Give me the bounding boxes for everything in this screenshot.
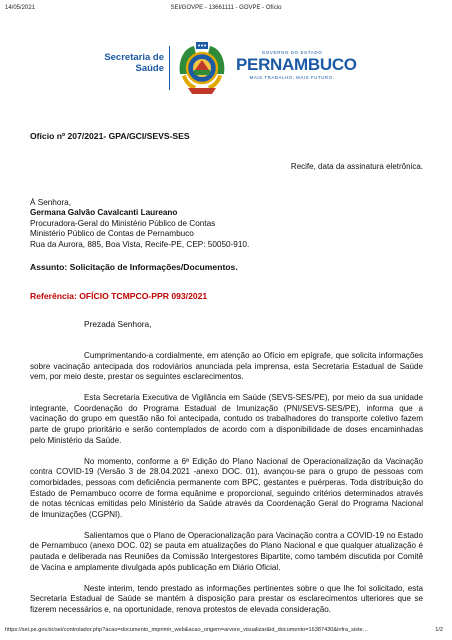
- state-name: PERNAMBUCO: [236, 55, 357, 74]
- print-title: SEI/GOVPE - 13661111 - GOVPE - Ofício: [170, 5, 282, 11]
- subject-line: Assunto: Solicitação de Informações/Documentos.: [30, 262, 238, 272]
- print-footer: [5, 627, 447, 635]
- body-paragraph: No momento, conforme a 6ª Edição do Plano Nacional de Operacionalização da Vacinação contra COVID-19 (Versão 3 de 28.04.2021 -anexo DOC. 01), avançou-se para o grupo de pessoas com comorbidades, pessoas com deficiência permanente com BPC, gestantes e puérperas. Toda distribuição do Estado de Pernambuco ocorre de forma equânime e proporcional, seguindo critérios determinados através de notas técnicas emitidas pelo Ministério da Saúde através da Coordenação Geral do Programa Nacional de Imunizações (CGPNI).: [30, 456, 423, 519]
- secretaria-logo-text: [94, 52, 164, 74]
- letter-body: [30, 351, 423, 626]
- print-url[interactable]: https://sei.pe.gov.br/sei/controlador.php?acao=documento_imprimir_web&acao_origem=arvore_visualizar&id_documento=16387430&infra_siste…: [5, 627, 369, 633]
- greeting: Prezada Senhora,: [84, 319, 152, 329]
- secretaria-line-2: Saúde: [135, 63, 164, 74]
- addressee-address: Rua da Aurora, 885, Boa Vista, Recife-PE, CEP: 50050-910.: [30, 239, 250, 249]
- print-header: [5, 5, 447, 15]
- pernambuco-brand: [236, 50, 376, 80]
- addressee-name: Germana Galvão Cavalcanti Laureano: [30, 208, 178, 218]
- body-paragraph: Esta Secretaria Executiva de Vigilância em Saúde (SEVS-SES/PE), por meio da sua unidade integrante, Coordenação do Programa Estadual de Imunização (PNI/SEVS-SES/PE), informa que a vacinação do grupo em questão não foi antecipada, contudo os trabalhadores do transporte coletivo fazem parte de grupo prioritário e serão contemplados de acordo com a disponibilidade de doses encaminhadas pelo Ministério da Saúde.: [30, 393, 423, 445]
- letterhead: [94, 38, 364, 96]
- addressee-institution: Ministério Público de Contas de Pernambuco: [30, 229, 194, 239]
- place-date: Recife, data da assinatura eletrônica.: [290, 162, 423, 171]
- state-coat-of-arms-icon: [174, 40, 230, 96]
- secretaria-line-1: Secretaria de: [104, 52, 164, 63]
- oficio-number: Ofício nº 207/2021- GPA/GCI/SEVS-SES: [30, 131, 190, 141]
- body-paragraph: Cumprimentando-a cordialmente, em atenção ao Ofício em epígrafe, que solicita informações sobre vacinação antecipada dos rodoviários anunciada pela imprensa, esta Secretaria Estadual de Saúde vem, por meio deste, prestar os seguintes esclarecimentos.: [30, 351, 423, 382]
- addressee-block: [30, 198, 430, 250]
- body-paragraph: Neste interim, tendo prestado as informações pertinentes sobre o que lhe foi solicitado, esta Secretaria Estadual de Saúde se mantém à disposição para prestar os esclarecimentos ulteriores que se fizerem necessários e, na oportunidade, renova protestos de elevada consideração.: [30, 583, 423, 614]
- page-number: 1/2: [435, 627, 443, 633]
- print-date: 14/05/2021: [5, 5, 36, 11]
- gov-label: GOVERNO DO ESTADO: [261, 50, 323, 55]
- letterhead-divider: [169, 46, 170, 90]
- body-paragraph: Salientamos que o Plano de Operacionalização para Vacinação contra a COVID-19 no Estado de Pernambuco (anexo DOC. 02) se pauta em atualizações do Plano Nacional e que qualquer atualização é pautada e deliberada nas Reuniões da Comissão Intergestores Bipartite, como também discutida por Comitê de Vacina e amplamente divulgada após publicação em Diário Oficial.: [30, 530, 423, 572]
- reference-line: Referência: OFÍCIO TCMPCO-PPR 093/2021: [30, 291, 208, 301]
- addressee-role: Procuradora-Geral do Ministério Público de Contas: [30, 218, 216, 228]
- slogan: MAIS TRABALHO, MAIS FUTURO.: [249, 75, 335, 80]
- addressee-salutation: À Senhora,: [30, 198, 71, 207]
